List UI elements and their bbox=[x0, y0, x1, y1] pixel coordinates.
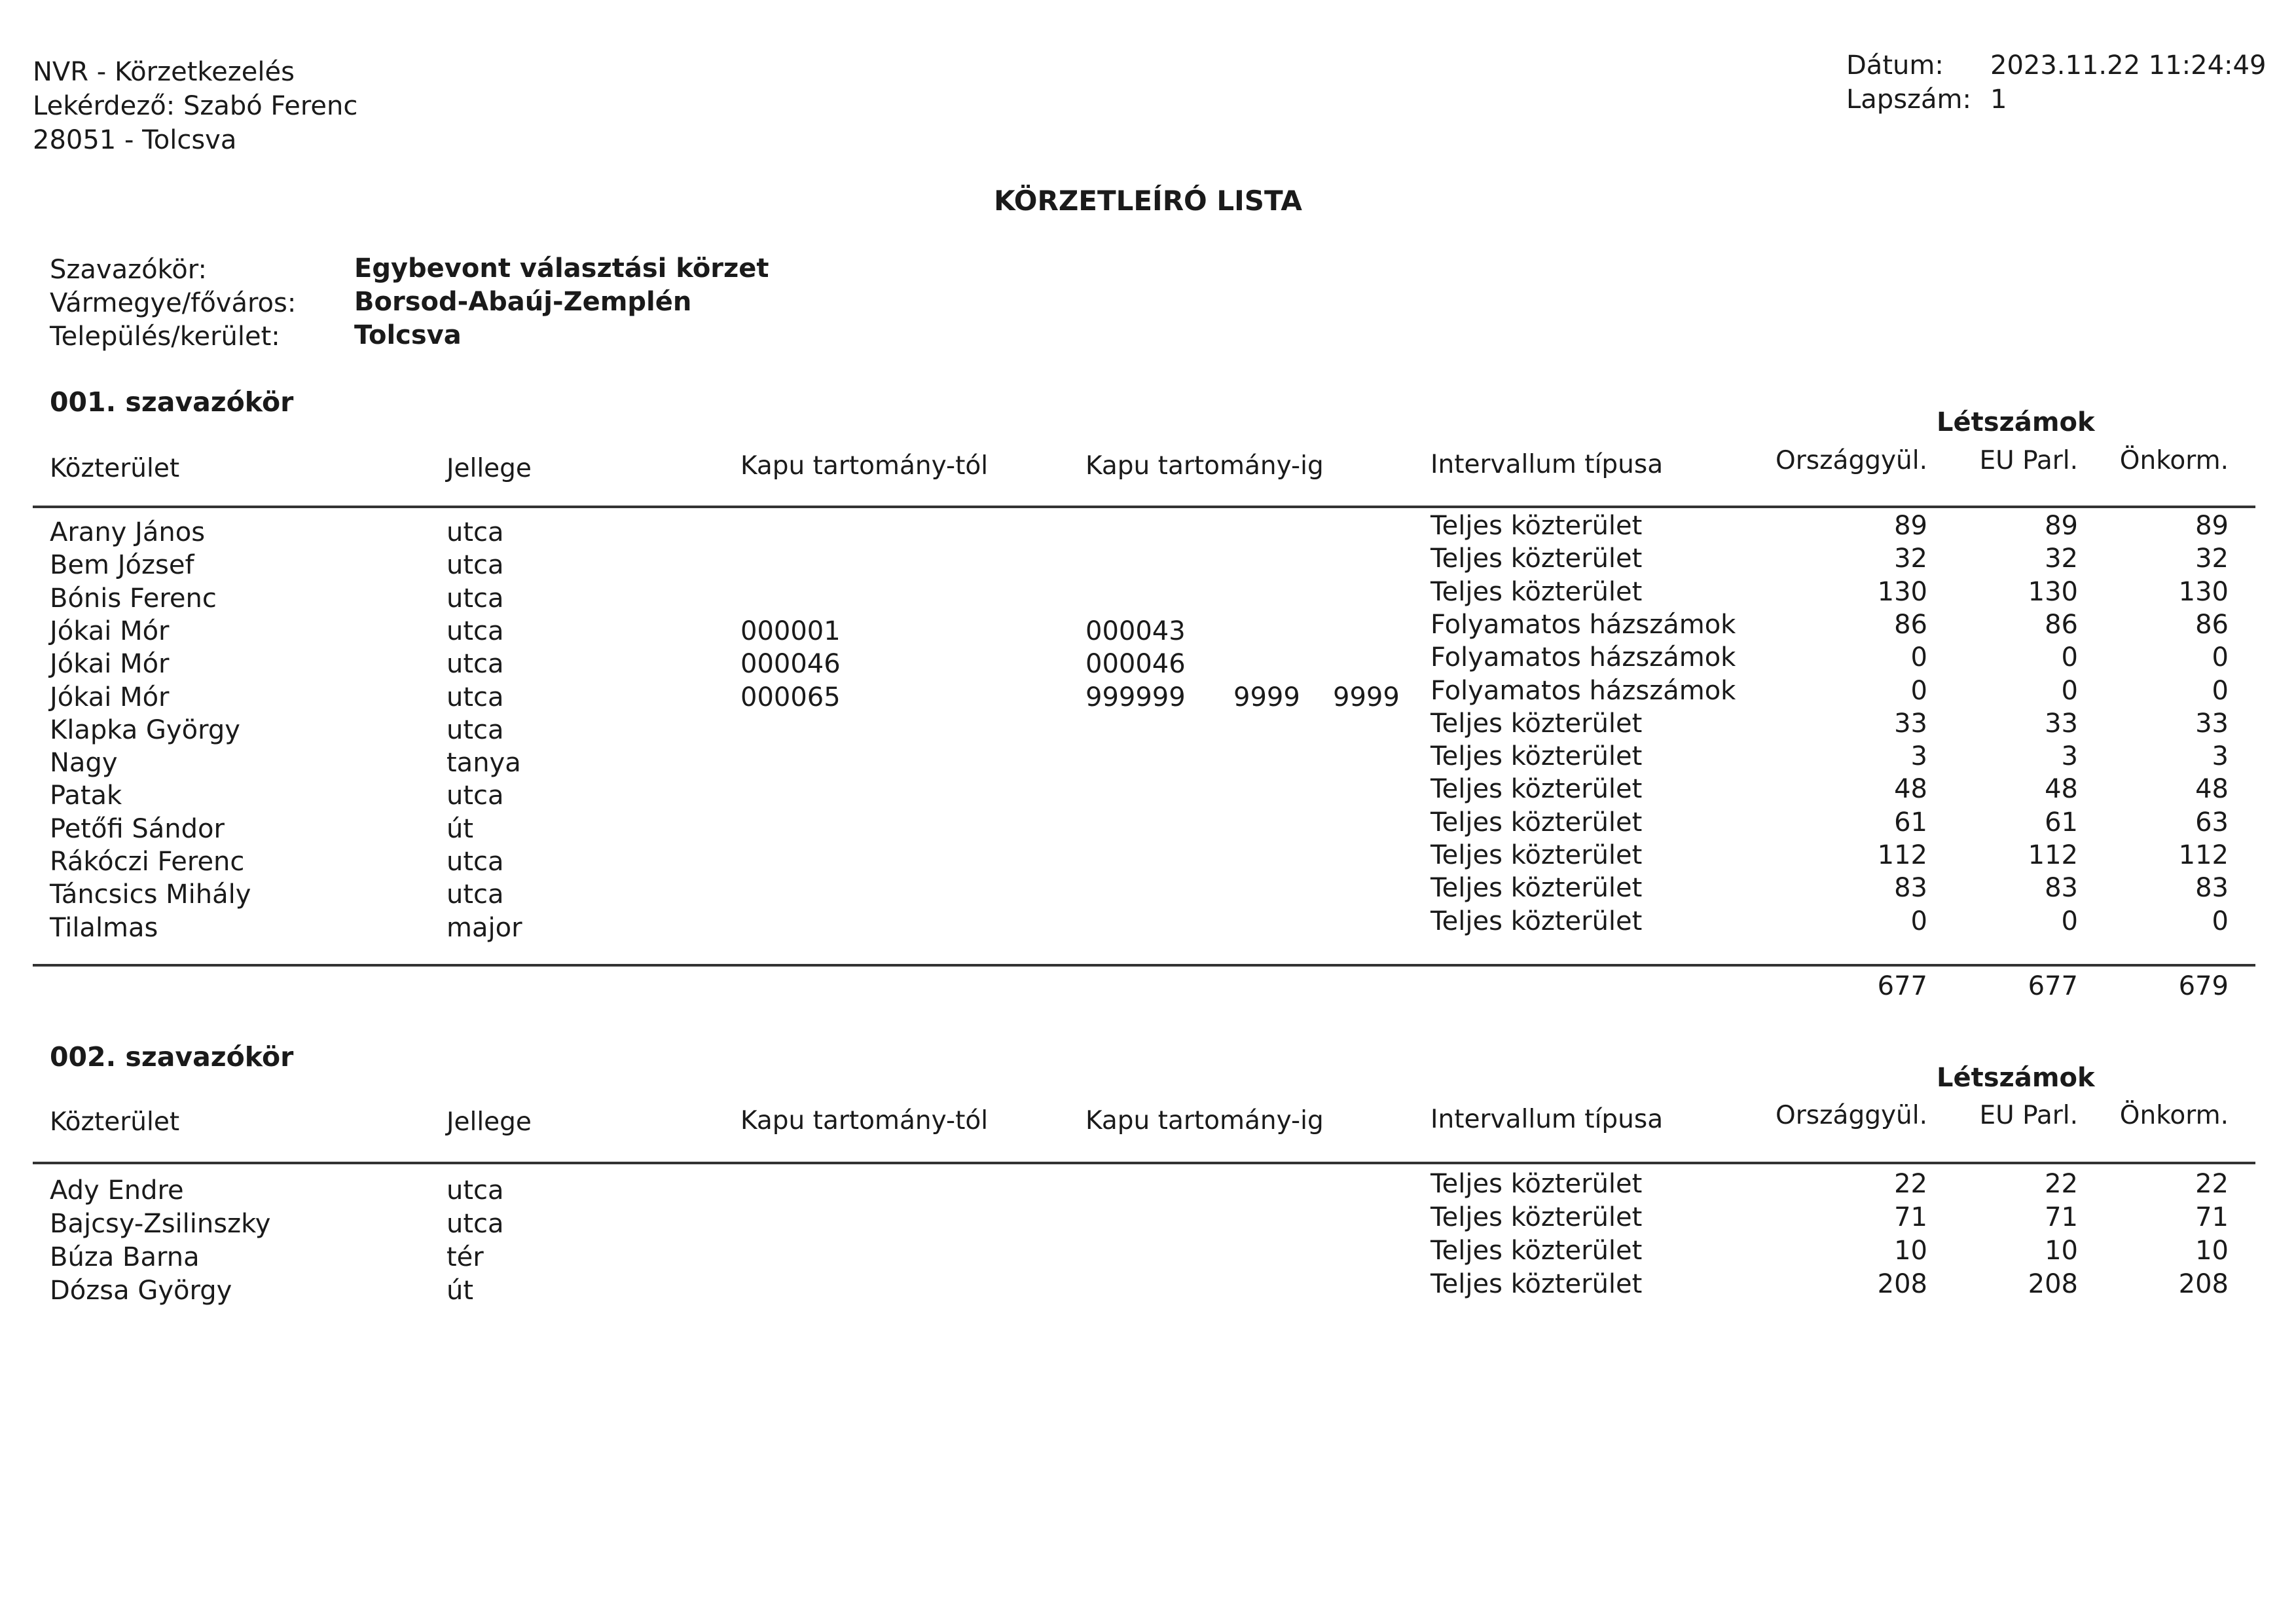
street-type: major bbox=[446, 912, 522, 943]
count-local: 33 bbox=[2195, 708, 2229, 739]
col-kind: Intervallum típusa bbox=[1430, 450, 1664, 479]
count-eu: 0 bbox=[2061, 642, 2078, 673]
street-name: Arany János bbox=[50, 517, 206, 547]
table-row bbox=[0, 840, 2296, 881]
count-parliament: 10 bbox=[1894, 1236, 1927, 1266]
street-type: utca bbox=[446, 583, 504, 614]
section-title: 001. szavazókör bbox=[50, 386, 294, 418]
town-label: Település/kerület: bbox=[50, 322, 280, 352]
interval-type: Teljes közterület bbox=[1430, 544, 1643, 574]
table-row bbox=[0, 675, 2296, 717]
street-type: utca bbox=[446, 781, 504, 811]
total-divider bbox=[33, 964, 2255, 967]
count-parliament: 61 bbox=[1894, 807, 1927, 838]
count-eu: 48 bbox=[2045, 774, 2078, 805]
range-from: 000046 bbox=[740, 649, 841, 680]
count-local: 89 bbox=[2195, 511, 2229, 541]
table-row bbox=[0, 774, 2296, 815]
col-from: Kapu tartomány-tól bbox=[740, 1106, 989, 1135]
interval-type: Teljes közterület bbox=[1430, 1202, 1643, 1232]
total-n1: 677 bbox=[1877, 971, 1927, 1001]
count-eu: 33 bbox=[2045, 708, 2078, 739]
count-local: 71 bbox=[2195, 1202, 2229, 1232]
interval-type: Teljes közterület bbox=[1430, 576, 1643, 607]
county-label: Vármegye/főváros: bbox=[50, 288, 297, 318]
col-n3: Önkorm. bbox=[2119, 1101, 2229, 1130]
table-row bbox=[0, 1269, 2296, 1310]
col-n2: EU Parl. bbox=[1979, 446, 2078, 475]
county-value: Borsod-Abaúj-Zemplén bbox=[354, 287, 692, 317]
street-type: utca bbox=[446, 682, 504, 712]
total-n2: 677 bbox=[2028, 971, 2078, 1001]
count-local: 130 bbox=[2178, 576, 2229, 607]
street-name: Rákóczi Ferenc bbox=[50, 847, 245, 877]
street-name: Klapka György bbox=[50, 714, 240, 745]
count-local: 10 bbox=[2195, 1236, 2229, 1266]
total-n3: 679 bbox=[2178, 971, 2229, 1001]
street-name: Bajcsy-Zsilinszky bbox=[50, 1209, 271, 1239]
range-to: 000046 bbox=[1085, 649, 1186, 680]
street-name: Patak bbox=[50, 781, 122, 811]
street-name: Bem József bbox=[50, 550, 194, 581]
count-eu: 0 bbox=[2061, 906, 2078, 936]
count-parliament: 83 bbox=[1894, 873, 1927, 904]
interval-type: Teljes közterület bbox=[1430, 741, 1643, 772]
street-type: tanya bbox=[446, 748, 521, 779]
count-local: 0 bbox=[2212, 675, 2229, 706]
count-parliament: 3 bbox=[1910, 741, 1927, 772]
date-value: 2023.11.22 11:24:49 bbox=[1990, 50, 2267, 81]
count-local: 83 bbox=[2195, 873, 2229, 904]
interval-type: Teljes közterület bbox=[1430, 1236, 1643, 1266]
street-type: utca bbox=[446, 879, 504, 910]
street-name: Táncsics Mihály bbox=[50, 879, 251, 910]
count-eu: 3 bbox=[2061, 741, 2078, 772]
col-street: Közterület bbox=[50, 454, 180, 483]
street-type: utca bbox=[446, 517, 504, 547]
street-type: tér bbox=[446, 1242, 484, 1272]
page-title: KÖRZETLEÍRÓ LISTA bbox=[994, 185, 1302, 217]
page-value: 1 bbox=[1990, 84, 2007, 115]
count-eu: 71 bbox=[2045, 1202, 2078, 1232]
count-eu: 112 bbox=[2028, 840, 2078, 870]
page-label: Lapszám: bbox=[1846, 84, 1971, 115]
col-street: Közterület bbox=[50, 1107, 180, 1137]
count-eu: 61 bbox=[2045, 807, 2078, 838]
street-type: utca bbox=[446, 1209, 504, 1239]
street-name: Dózsa György bbox=[50, 1276, 232, 1306]
settlement: 28051 - Tolcsva bbox=[33, 125, 237, 155]
count-parliament: 32 bbox=[1894, 544, 1927, 574]
count-parliament: 112 bbox=[1877, 840, 1927, 870]
counts-group-header: Létszámok bbox=[1937, 407, 2095, 437]
interval-type: Teljes közterület bbox=[1430, 511, 1643, 541]
table-row bbox=[0, 741, 2296, 783]
col-n1: Országgyül. bbox=[1776, 1101, 1927, 1130]
count-parliament: 48 bbox=[1894, 774, 1927, 805]
interval-type: Teljes közterület bbox=[1430, 906, 1643, 936]
col-kind: Intervallum típusa bbox=[1430, 1105, 1664, 1134]
count-eu: 130 bbox=[2028, 576, 2078, 607]
count-local: 32 bbox=[2195, 544, 2229, 574]
header-divider bbox=[33, 1162, 2255, 1164]
table-row bbox=[0, 609, 2296, 651]
table-row bbox=[0, 1236, 2296, 1277]
interval-type: Folyamatos házszámok bbox=[1430, 642, 1736, 673]
count-eu: 32 bbox=[2045, 544, 2078, 574]
street-name: Bónis Ferenc bbox=[50, 583, 217, 614]
count-local: 3 bbox=[2212, 741, 2229, 772]
range-extra: 9999 bbox=[1233, 682, 1300, 712]
count-eu: 0 bbox=[2061, 675, 2078, 706]
table-row bbox=[0, 708, 2296, 750]
date-label: Dátum: bbox=[1846, 50, 1944, 81]
street-name: Nagy bbox=[50, 748, 118, 779]
street-type: utca bbox=[446, 616, 504, 646]
count-eu: 10 bbox=[2045, 1236, 2078, 1266]
range-extra: 9999 bbox=[1333, 682, 1400, 712]
district-value: Egybevont választási körzet bbox=[354, 253, 769, 284]
header-divider bbox=[33, 506, 2255, 508]
count-eu: 83 bbox=[2045, 873, 2078, 904]
count-eu: 22 bbox=[2045, 1169, 2078, 1199]
table-row bbox=[0, 1169, 2296, 1210]
count-local: 0 bbox=[2212, 906, 2229, 936]
table-row bbox=[0, 544, 2296, 585]
interval-type: Teljes közterület bbox=[1430, 708, 1643, 739]
street-name: Tilalmas bbox=[50, 912, 158, 943]
range-to: 000043 bbox=[1085, 616, 1186, 646]
count-parliament: 130 bbox=[1877, 576, 1927, 607]
col-from: Kapu tartomány-tól bbox=[740, 451, 989, 481]
street-type: út bbox=[446, 1276, 474, 1306]
street-name: Petőfi Sándor bbox=[50, 813, 225, 844]
interval-type: Teljes közterület bbox=[1430, 1269, 1643, 1299]
count-parliament: 22 bbox=[1894, 1169, 1927, 1199]
count-local: 0 bbox=[2212, 642, 2229, 673]
count-parliament: 0 bbox=[1910, 906, 1927, 936]
col-n3: Önkorm. bbox=[2119, 446, 2229, 475]
count-parliament: 71 bbox=[1894, 1202, 1927, 1232]
count-local: 112 bbox=[2178, 840, 2229, 870]
count-eu: 89 bbox=[2045, 511, 2078, 541]
street-type: utca bbox=[446, 714, 504, 745]
street-name: Ady Endre bbox=[50, 1175, 184, 1206]
interval-type: Folyamatos házszámok bbox=[1430, 675, 1736, 706]
col-to: Kapu tartomány-ig bbox=[1085, 1106, 1324, 1135]
count-local: 86 bbox=[2195, 609, 2229, 640]
street-name: Jókai Mór bbox=[50, 682, 170, 712]
street-name: Jókai Mór bbox=[50, 649, 170, 680]
street-type: utca bbox=[446, 847, 504, 877]
col-n1: Országgyül. bbox=[1776, 446, 1927, 475]
count-parliament: 208 bbox=[1877, 1269, 1927, 1299]
street-type: út bbox=[446, 813, 474, 844]
street-type: utca bbox=[446, 550, 504, 581]
table-row bbox=[0, 511, 2296, 552]
col-type: Jellege bbox=[446, 454, 532, 483]
count-parliament: 0 bbox=[1910, 642, 1927, 673]
street-name: Búza Barna bbox=[50, 1242, 200, 1272]
table-row bbox=[0, 576, 2296, 618]
interval-type: Teljes közterület bbox=[1430, 1169, 1643, 1199]
count-parliament: 0 bbox=[1910, 675, 1927, 706]
interval-type: Teljes közterület bbox=[1430, 840, 1643, 870]
count-local: 208 bbox=[2178, 1269, 2229, 1299]
street-name: Jókai Mór bbox=[50, 616, 170, 646]
table-row bbox=[0, 807, 2296, 849]
count-eu: 208 bbox=[2028, 1269, 2078, 1299]
street-type: utca bbox=[446, 1175, 504, 1206]
count-local: 63 bbox=[2195, 807, 2229, 838]
system-name: NVR - Körzetkezelés bbox=[33, 57, 295, 87]
count-parliament: 33 bbox=[1894, 708, 1927, 739]
table-row bbox=[0, 642, 2296, 684]
requester: Lekérdező: Szabó Ferenc bbox=[33, 91, 358, 121]
table-row bbox=[0, 873, 2296, 914]
col-type: Jellege bbox=[446, 1107, 532, 1137]
town-value: Tolcsva bbox=[354, 320, 462, 350]
count-parliament: 86 bbox=[1894, 609, 1927, 640]
count-parliament: 89 bbox=[1894, 511, 1927, 541]
street-type: utca bbox=[446, 649, 504, 680]
range-to: 999999 bbox=[1085, 682, 1186, 712]
interval-type: Teljes közterület bbox=[1430, 774, 1643, 805]
col-to: Kapu tartomány-ig bbox=[1085, 451, 1324, 481]
interval-type: Folyamatos házszámok bbox=[1430, 609, 1736, 640]
district-label: Szavazókör: bbox=[50, 255, 207, 285]
range-from: 000065 bbox=[740, 682, 841, 712]
counts-group-header: Létszámok bbox=[1937, 1063, 2095, 1093]
interval-type: Teljes közterület bbox=[1430, 807, 1643, 838]
table-row bbox=[0, 906, 2296, 948]
section-title: 002. szavazókör bbox=[50, 1041, 294, 1073]
interval-type: Teljes közterület bbox=[1430, 873, 1643, 904]
count-local: 48 bbox=[2195, 774, 2229, 805]
range-from: 000001 bbox=[740, 616, 841, 646]
count-local: 22 bbox=[2195, 1169, 2229, 1199]
table-row bbox=[0, 1202, 2296, 1244]
count-eu: 86 bbox=[2045, 609, 2078, 640]
col-n2: EU Parl. bbox=[1979, 1101, 2078, 1130]
